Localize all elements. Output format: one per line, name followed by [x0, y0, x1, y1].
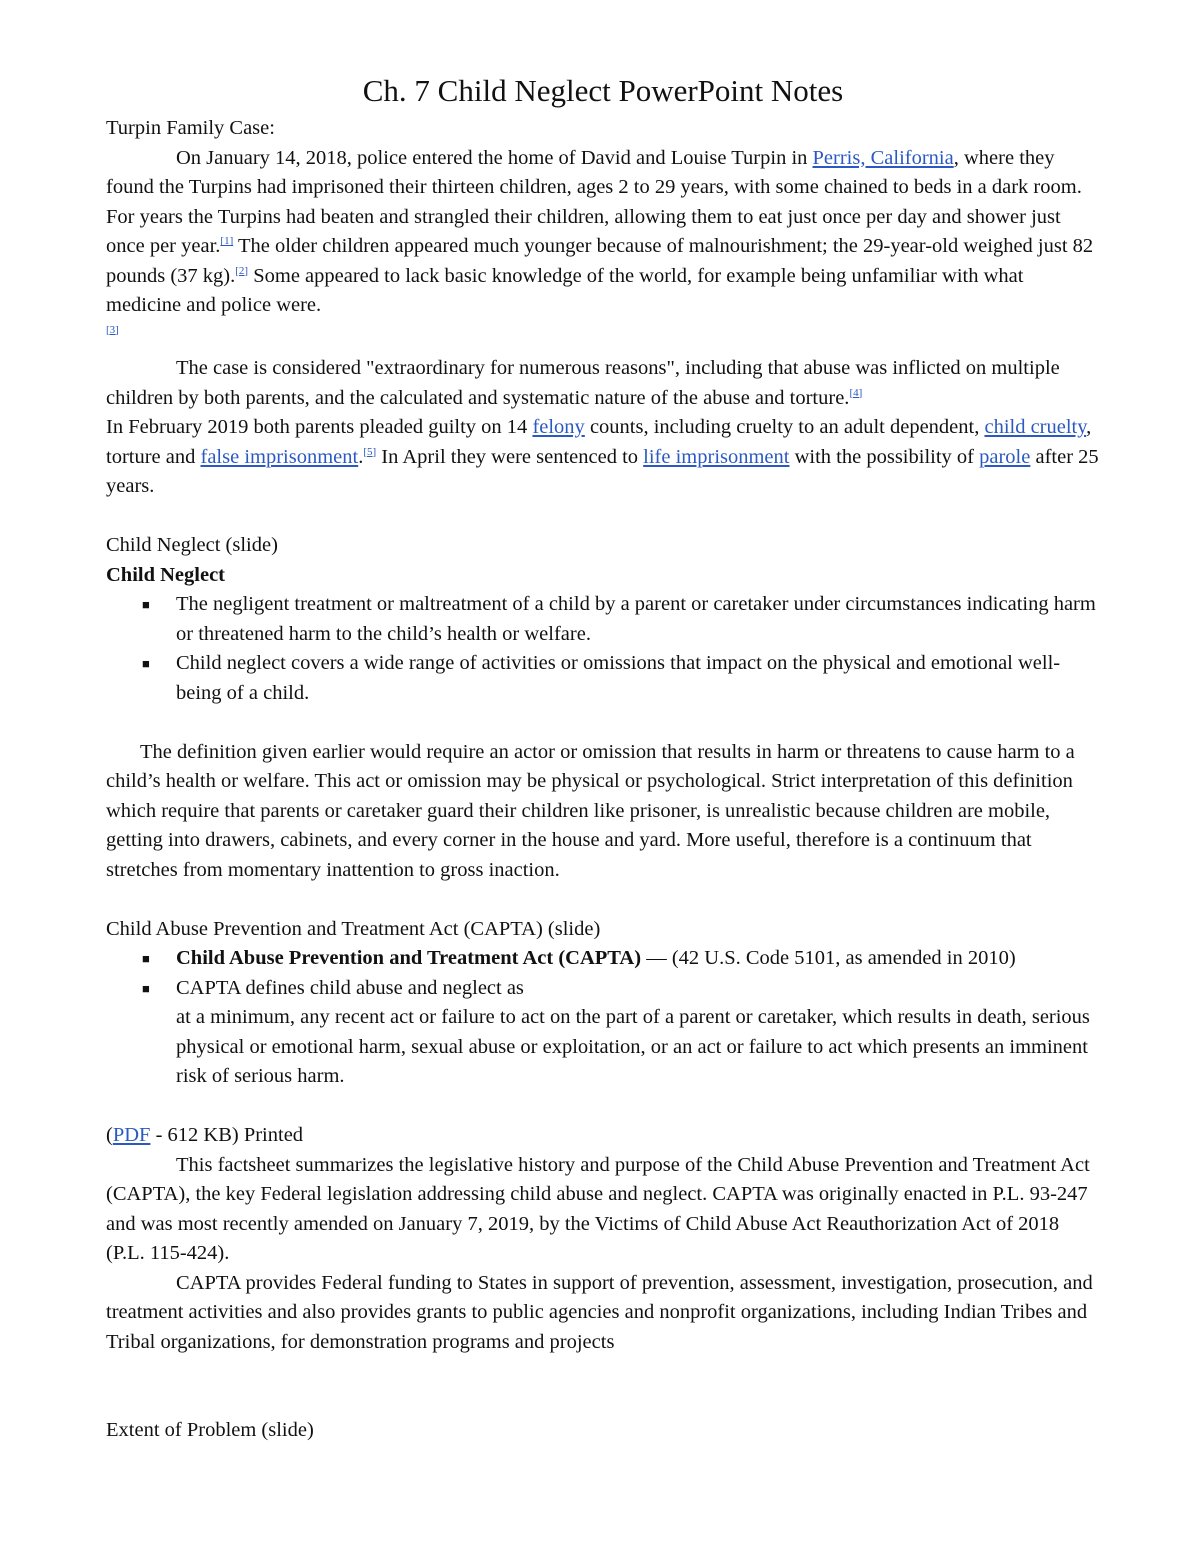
link-child-cruelty[interactable]: child cruelty: [984, 416, 1087, 438]
list-item-text: at a minimum, any recent act or failure to act on the part of a parent or caretaker, which results in death, serious physical or emotional harm, sexual abuse or exploitation, or an act or failure to act which presents an imminent risk of serious harm.: [176, 1006, 1090, 1087]
footnote-ref-2[interactable]: [2]: [235, 264, 249, 277]
paragraph-turpin-2: [106, 354, 1100, 502]
paragraph-definition: The definition given earlier would require an actor or omission that results in harm or threatens to cause harm to a child’s health or welfare. This act or omission may be physical or psychological. Strict interpretation of this definition which require that parents or caretaker guard their children like prisoner, is unrealistic because children are mobile, getting into drawers, cabinets, and every corner in the house and yard. More useful, therefore is a continuum that stretches from momentary inattention to gross inaction.: [106, 740, 1075, 881]
paragraph-factsheet-1: This factsheet summarizes the legislative history and purpose of the Child Abuse Prevention and Treatment Act (CAPTA), the key Federal legislation addressing child abuse and neglect. CAPTA was originally enacted in P.L. 93-247 and was most recently amended on January 7, 2019, by the Victims of Child Abuse Act Reauthorization Act of 2018 (P.L. 115-424).: [106, 1153, 1090, 1264]
link-false-imprisonment[interactable]: false imprisonment: [200, 445, 359, 468]
text-run: On January 14, 2018, police entered the home of David and Louise Turpin in: [176, 146, 813, 169]
spacer: [106, 502, 1100, 532]
text-run: , torture and: [106, 416, 1092, 468]
text-run: .: [358, 445, 364, 468]
footnote-ref-5[interactable]: [5]: [363, 445, 377, 458]
text-run: - 612 KB) Printed: [150, 1124, 304, 1146]
list-item: [106, 649, 1100, 708]
footnote-ref-4[interactable]: [4]: [849, 386, 863, 399]
list-item-text: The negligent treatment or maltreatment of a child by a parent or caretaker under circumstances indicating harm or threatened harm to the child’s health or welfare.: [176, 593, 1096, 645]
section-heading-extent: Extent of Problem (slide): [106, 1419, 314, 1441]
section-heading-capta: Child Abuse Prevention and Treatment Act (CAPTA) (slide): [106, 917, 601, 940]
list-item-text: CAPTA defines child abuse and neglect as: [176, 976, 524, 999]
text-run: The case is considered "extraordinary for numerous reasons", including that abuse was inflicted on multiple children by both parents, and the calculated and systematic nature of the abuse and torture.: [106, 357, 1060, 409]
square-bullet-icon: ■: [142, 951, 150, 966]
text-run: Some appeared to lack basic knowledge of the world, for example being unfamiliar with what medicine and police were.: [106, 264, 1024, 316]
list-item-text: — (42 U.S. Code 5101, as amended in 2010): [641, 947, 1016, 969]
link-parole[interactable]: parole: [979, 445, 1031, 468]
document-body: [106, 72, 1100, 1446]
square-bullet-icon: ■: [142, 656, 150, 671]
square-bullet-icon: ■: [142, 597, 150, 612]
text-run: The older children appeared much younger because of malnourishment; the 29-year-old weighed just 82 pounds (37 kg).: [106, 235, 1094, 287]
pdf-line: [106, 1121, 1100, 1151]
square-bullet-icon: ■: [142, 980, 150, 996]
section-heading-turpin: Turpin Family Case:: [106, 117, 275, 139]
link-pdf[interactable]: PDF: [112, 1124, 151, 1146]
text-run: after 25 years.: [106, 445, 1099, 497]
list-item-text: Child neglect covers a wide range of activities or omissions that impact on the physical and emotional well-being of a child.: [176, 652, 1061, 704]
bold-text: Child Neglect: [106, 563, 225, 586]
link-perris-california[interactable]: Perris, California: [812, 146, 954, 169]
section-heading-child-neglect: Child Neglect (slide): [106, 534, 278, 556]
text-run: , where they found the Turpins had imprisoned their thirteen children, ages 2 to 29 years, with some chained to beds in a dark room. For years the Turpins had beaten and strangled their children, allowing them to eat just once per day and shower just once per year.: [106, 146, 1082, 257]
link-felony[interactable]: felony: [532, 416, 585, 438]
list-item: [106, 974, 1100, 1092]
text-run: with the possibility of: [789, 445, 980, 468]
text-run: In April they were sentenced to: [376, 445, 644, 468]
capta-bullet-list: [106, 944, 1100, 1092]
child-neglect-bullet-list: [106, 590, 1100, 708]
spacer: [106, 708, 1100, 738]
spacer: [106, 1092, 1100, 1122]
paragraph-factsheet-2: CAPTA provides Federal funding to States in support of prevention, assessment, investigation, prosecution, and treatment activities and also provides grants to public agencies and nonprofit organizations, including Indian Tribes and Tribal organizations, for demonstration programs and projects: [106, 1271, 1093, 1353]
page-title: Ch. 7 Child Neglect PowerPoint Notes: [362, 73, 844, 108]
list-item: [106, 944, 1100, 974]
paragraph-turpin-1: [106, 144, 1100, 351]
footnote-ref-1[interactable]: [1]: [220, 235, 234, 248]
spacer: [106, 1387, 1100, 1417]
text-run: counts, including cruelty to an adult dependent,: [584, 416, 985, 438]
text-run: In February 2019 both parents pleaded guilty on 14: [106, 416, 533, 438]
list-item: [106, 590, 1100, 649]
text-run: (: [106, 1124, 113, 1146]
bold-text: Child Abuse Prevention and Treatment Act (CAPTA): [176, 947, 642, 969]
bold-heading-child-neglect: [106, 561, 1100, 591]
spacer: [106, 1357, 1100, 1387]
link-life-imprisonment[interactable]: life imprisonment: [643, 445, 790, 468]
spacer: [106, 885, 1100, 915]
footnote-ref-3[interactable]: [3]: [106, 323, 119, 336]
